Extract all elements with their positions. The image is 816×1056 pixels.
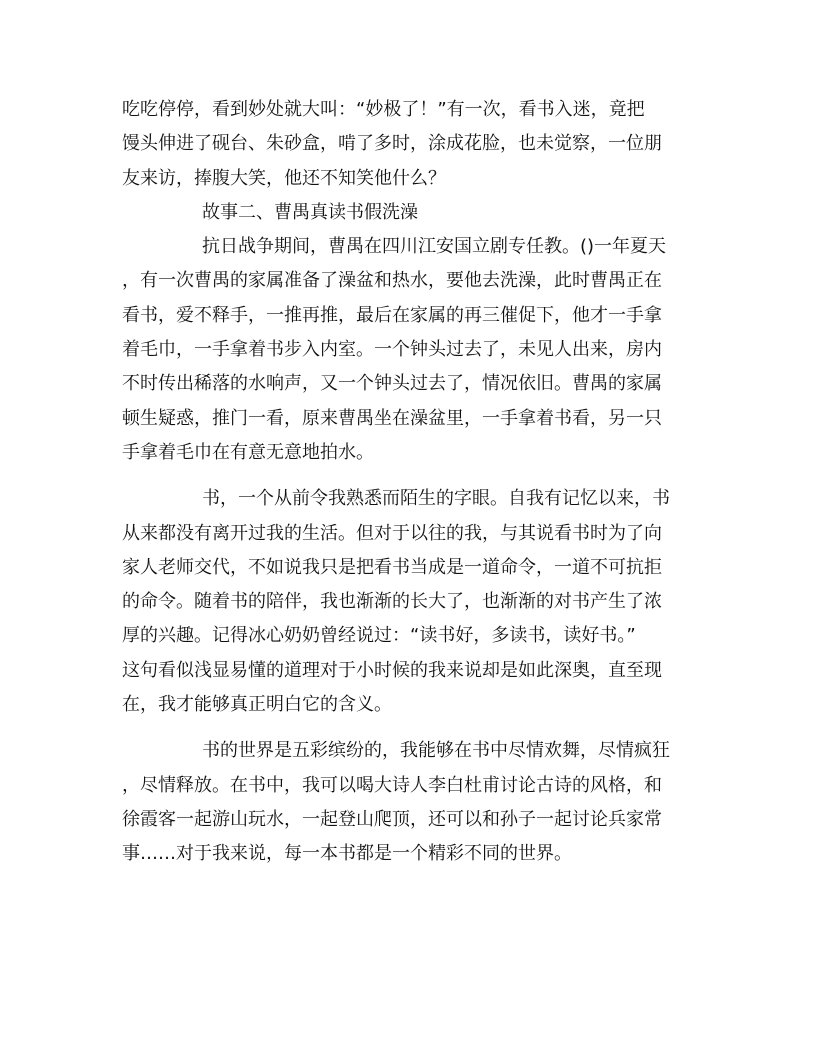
paragraph-2 — [122, 230, 692, 470]
text-line: 在，我才能够真正明白它的含义。 — [122, 694, 392, 716]
text-line: 吃吃停停，看到妙处就大叫：“妙极了！”有一次，看书入迷，竟把 — [122, 99, 645, 120]
text-line: ，有一次曹禺的家属准备了澡盆和热水，要他去洗澡，此时曹禺正在 — [122, 270, 662, 292]
paragraph-1 — [122, 93, 692, 196]
text-line: 徐霞客一起游山玩水，一起登山爬顶，还可以和孙子一起讨论兵家常 — [122, 808, 662, 830]
text-line: 馒头伸进了砚台、朱砂盒，啃了多时，涂成花脸，也未觉察，一位朋 — [122, 133, 662, 155]
text-line: 书，一个从前令我熟悉而陌生的字眼。自我有记忆以来，书 — [202, 488, 670, 510]
text-line: 友来访，捧腹大笑，他还不知笑他什么？ — [122, 167, 446, 189]
paragraph-4 — [122, 734, 692, 871]
text-line: 顿生疑惑，推门一看，原来曹禺坐在澡盆里，一手拿着书看，另一只 — [122, 407, 662, 429]
text-line: 从来都没有离开过我的生活。但对于以往的我，与其说看书时为了向 — [122, 522, 662, 544]
text-line: 看书，爱不释手，一推再推，最后在家属的再三催促下，他才一手拿 — [122, 304, 662, 326]
text-line: 事……对于我来说，每一本书都是一个精彩不同的世界。 — [122, 843, 572, 865]
text-line: 书的世界是五彩缤纷的，我能够在书中尽情欢舞，尽情疯狂 — [202, 740, 670, 762]
text-line: 不时传出稀落的水响声，又一个钟头过去了，情况依旧。曹禺的家属 — [122, 373, 662, 395]
text-line: 家人老师交代，不如说我只是把看书当成是一道命令，一道不可抗拒 — [122, 556, 662, 578]
text-line: ，尽情释放。在书中，我可以喝大诗人李白杜甫讨论古诗的风格，和 — [122, 774, 662, 796]
text-line: 手拿着毛巾在有意无意地拍水。 — [122, 441, 374, 463]
text-line: 厚的兴趣。记得冰心奶奶曾经说过：“读书好，多读书，读好书。” — [122, 625, 636, 647]
paragraph-3 — [122, 482, 692, 722]
story-heading-block — [122, 196, 692, 230]
document-body — [122, 93, 692, 872]
text-line: 的命令。随着书的陪伴，我也渐渐的长大了，也渐渐的对书产生了浓 — [122, 591, 662, 613]
text-line: 抗日战争期间，曹禺在四川江安国立剧专任教。()一年夏天 — [202, 236, 667, 258]
text-line: 这句看似浅显易懂的道理对于小时候的我来说却是如此深奥，直至现 — [122, 659, 662, 681]
story-heading: 故事二、曹禺真读书假洗澡 — [202, 201, 418, 223]
text-line: 着毛巾，一手拿着书步入内室。一个钟头过去了，未见人出来，房内 — [122, 339, 662, 361]
